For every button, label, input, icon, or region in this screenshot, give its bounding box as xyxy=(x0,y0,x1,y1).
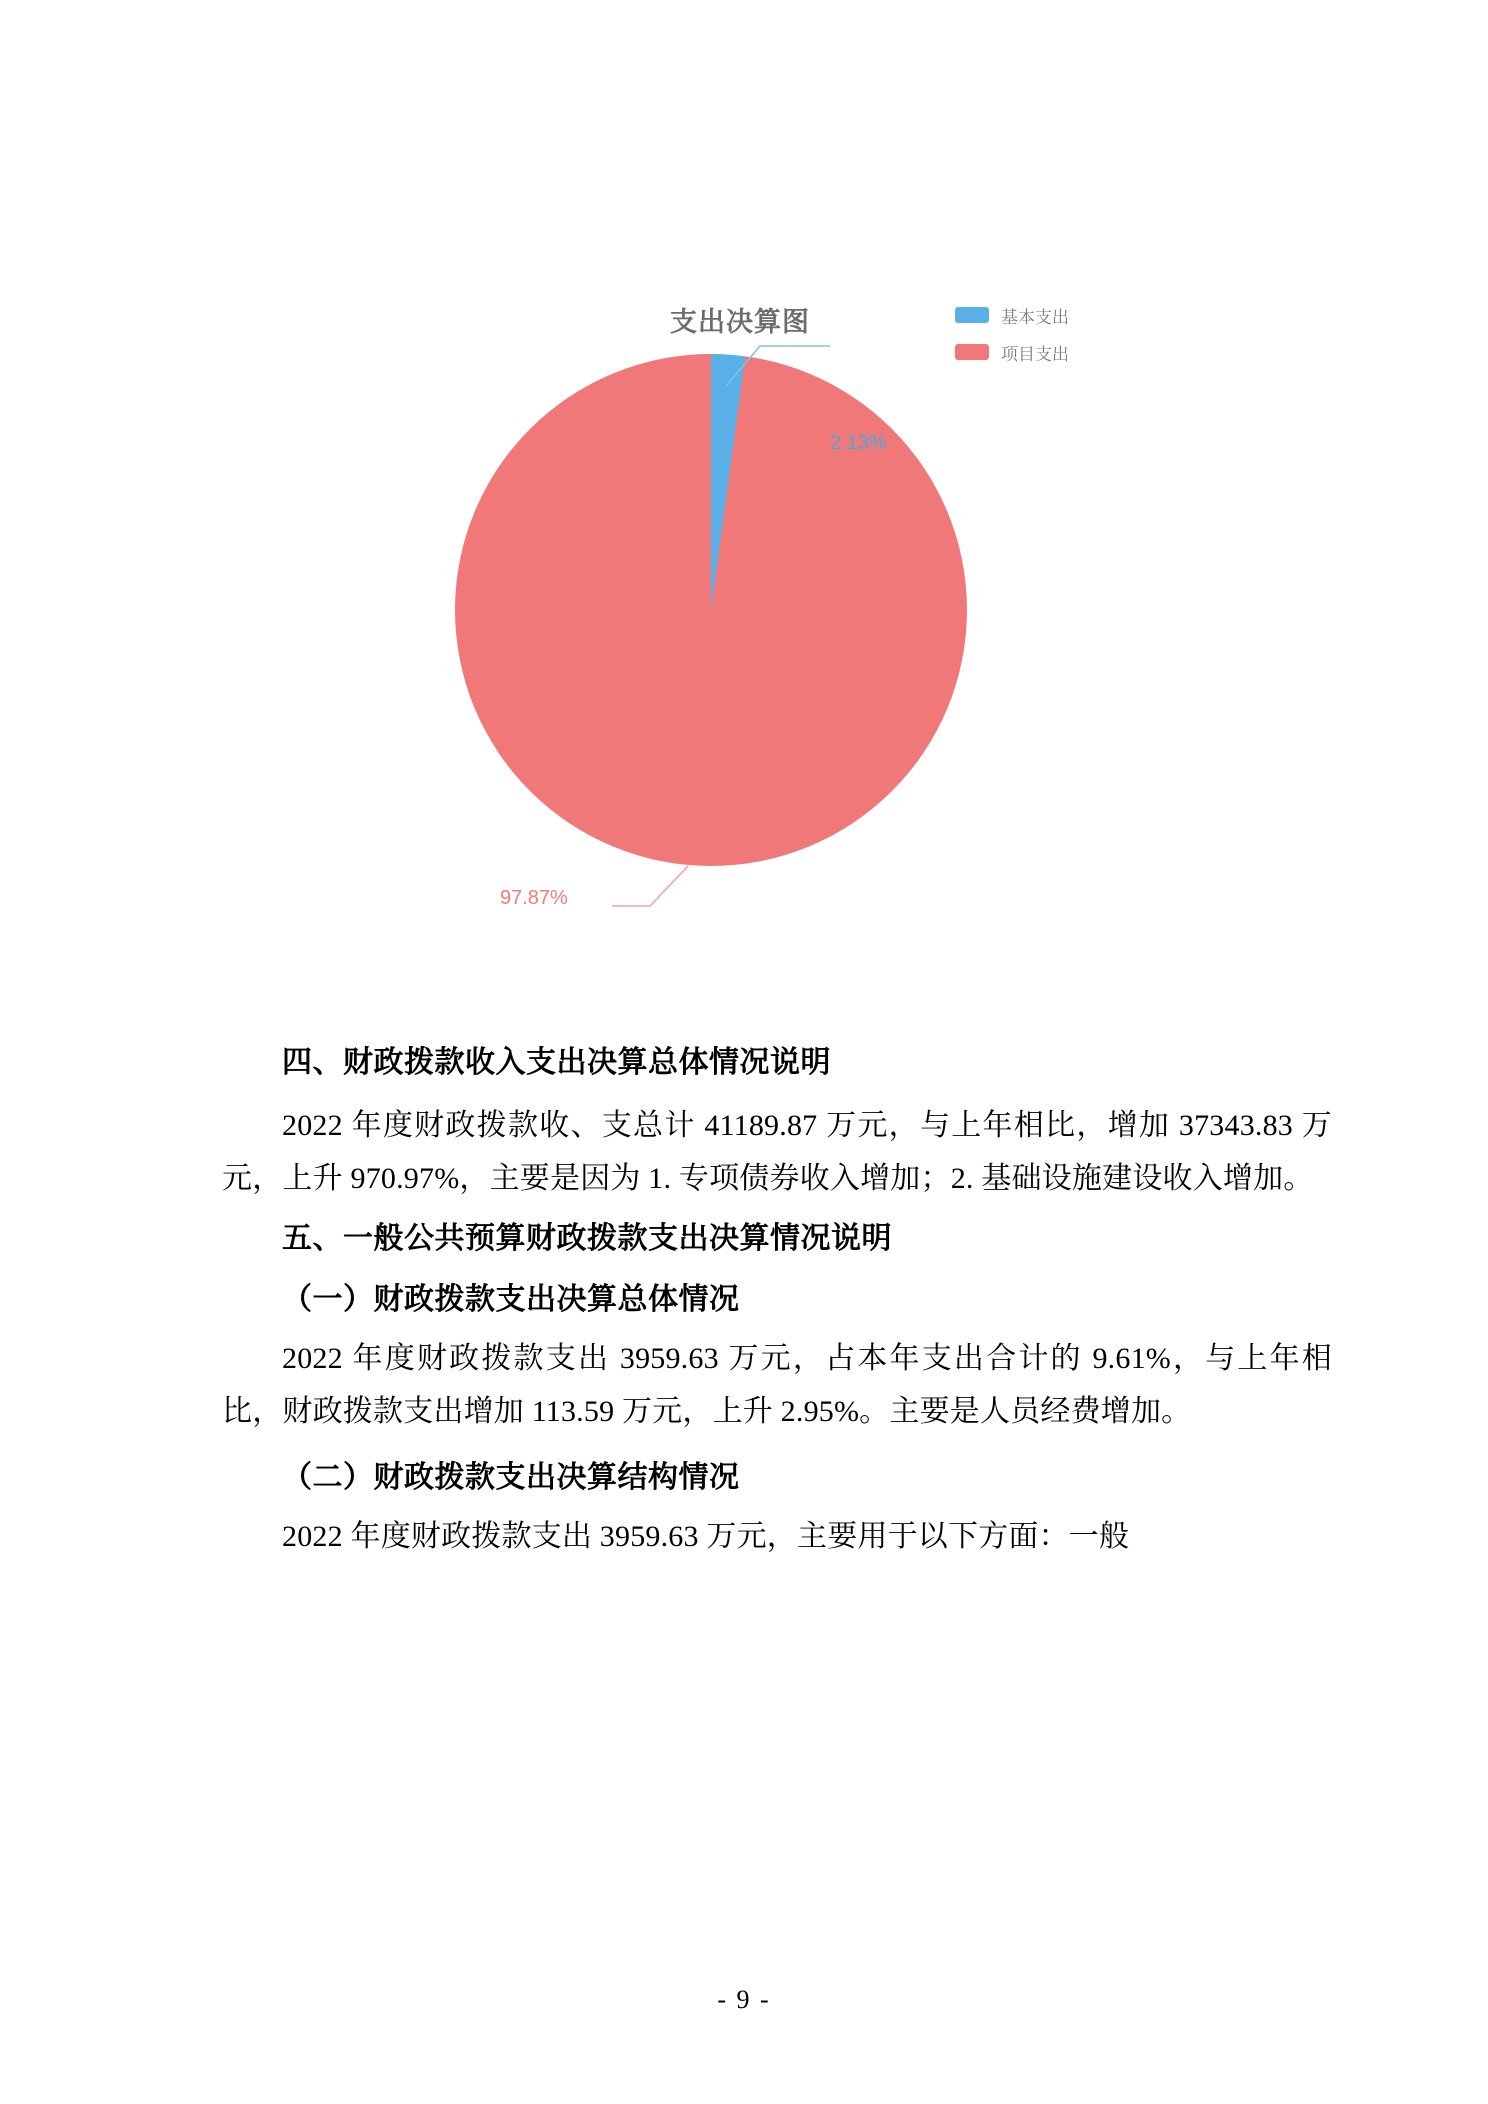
document-body xyxy=(222,1040,1332,1573)
chart-title: 支出决算图 xyxy=(670,307,810,337)
legend-label-project: 项目支出 xyxy=(1001,344,1069,364)
subsection-5-1-paragraph-1: 2022 年度财政拨款支出 3959.63 万元，占本年支出合计的 9.61%，与上年相比，财政拨款支出增加 113.59 万元，上升 2.95%。主要是人员经费增加。 xyxy=(222,1341,1332,1429)
legend-label-basic: 基本支出 xyxy=(1001,307,1069,327)
pie-label-basic-value: 2.13% xyxy=(830,432,887,454)
subsection-5-2-paragraph-1: 2022 年度财政拨款支出 3959.63 万元，主要用于以下方面：一般 xyxy=(282,1519,1130,1553)
pie-label-project-value: 97.87% xyxy=(500,887,568,909)
section-4-paragraph-1: 2022 年度财政拨款收、支总计 41189.87 万元，与上年相比，增加 37343.83 万元，上升 970.97%，主要是因为 1. 专项债券收入增加；2. 基础设施建设收入增加。 xyxy=(222,1109,1332,1196)
pie-leader-lines xyxy=(0,120,1488,1060)
subsection-heading-5-2: （二）财政拨款支出决算结构情况 xyxy=(282,1459,740,1495)
expenditure-pie-chart xyxy=(0,120,1488,940)
page-number-footer: - 9 - xyxy=(717,1985,771,2014)
subsection-heading-5-1: （一）财政拨款支出决算总体情况 xyxy=(282,1281,740,1317)
section-heading-4: 四、财政拨款收入支出决算总体情况说明 xyxy=(282,1045,831,1080)
section-heading-5: 五、一般公共预算财政拨款支出决算情况说明 xyxy=(282,1220,892,1256)
